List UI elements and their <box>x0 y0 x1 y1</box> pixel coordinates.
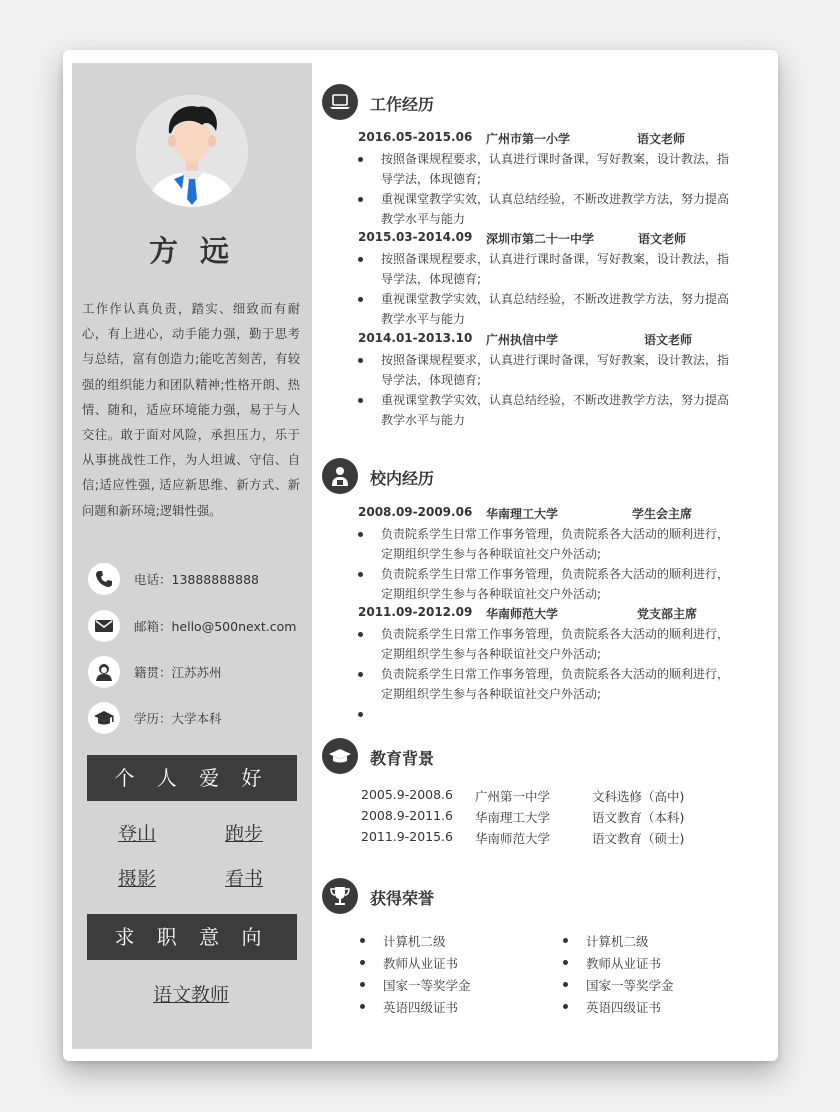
candidate-name: 方 远 <box>148 234 236 268</box>
hobby-item: 跑步 <box>225 823 264 845</box>
work-job-org: 深圳市第二十一中学 <box>486 232 595 246</box>
bullet-text: 负责院系学生日常工作事务管理，负责院系各大活动的顺利进行，定期组织学生参与各种联谊社交户外活动; <box>381 527 730 561</box>
hobby-item: 登山 <box>118 823 157 845</box>
bullet-text: 按照备课规程要求，认真进行课时备课，写好教案，设计教法，指导学法，体现德育; <box>381 152 730 186</box>
bullet-dot <box>358 297 363 302</box>
honor-text: 国家一等奖学金 <box>586 978 674 993</box>
honor-text: 计算机二级 <box>586 934 649 949</box>
campus-item-bullet <box>358 664 738 704</box>
campus-item-bullet <box>358 524 738 564</box>
bullet-dot <box>358 712 363 717</box>
laptop-icon <box>322 84 358 120</box>
bullet-dot <box>358 197 363 202</box>
work-job-period: 2014.01-2013.10 <box>358 331 473 345</box>
trophy-icon <box>322 878 358 914</box>
campus-item-period: 2011.09-2012.09 <box>358 605 473 619</box>
bullet-text: 重视课堂教学实效，认真总结经验，不断改进教学方法，努力提高教学水平与能力 <box>381 292 730 326</box>
work-job-period: 2015.03-2014.09 <box>358 230 473 244</box>
honor-text: 英语四级证书 <box>586 1000 662 1015</box>
campus-item-org: 华南师范大学 <box>486 607 559 621</box>
work-job-bullet <box>358 350 738 390</box>
bullet-text: 负责院系学生日常工作事务管理，负责院系各大活动的顺利进行，定期组织学生参与各种联谊社交户外活动; <box>381 667 730 701</box>
bullet-dot <box>360 982 365 987</box>
bullet-dot <box>360 960 365 965</box>
honor-text: 教师从业证书 <box>586 956 662 971</box>
avatar <box>136 95 248 207</box>
honor-text: 教师从业证书 <box>383 956 459 971</box>
work-job-role: 语文老师 <box>637 132 686 146</box>
education-major: 语文教育（硕士) <box>592 831 685 846</box>
bullet-text: 负责院系学生日常工作事务管理，负责院系各大活动的顺利进行，定期组织学生参与各种联谊社交户外活动; <box>381 567 730 601</box>
bullet-dot <box>358 672 363 677</box>
campus-item-period: 2008.09-2009.06 <box>358 505 473 519</box>
bullet-dot <box>358 157 363 162</box>
bullet-dot <box>358 257 363 262</box>
contact-email-text: 邮箱：hello@500next.com <box>134 619 297 634</box>
avatar-illustration <box>136 95 248 207</box>
work-job-role: 语文老师 <box>644 333 693 347</box>
education-school: 华南理工大学 <box>475 810 551 825</box>
bullet-text: 重视课堂教学实效，认真总结经验，不断改进教学方法，努力提高教学水平与能力 <box>381 192 730 226</box>
education-section-title: 教育背景 <box>370 749 435 768</box>
mail-icon <box>88 610 120 642</box>
contact-hometown <box>88 656 308 688</box>
resume-page <box>63 50 778 1061</box>
bullet-dot <box>358 532 363 537</box>
empty-bullet <box>358 704 738 724</box>
graduation-cap-icon <box>88 702 120 734</box>
contact-phone <box>88 563 308 595</box>
bullet-dot <box>360 1004 365 1009</box>
work-job-org: 广州执信中学 <box>486 333 559 347</box>
person-icon <box>88 656 120 688</box>
contact-hometown-text: 籍贯：江苏苏州 <box>134 665 222 680</box>
phone-icon <box>88 563 120 595</box>
hobby-item: 摄影 <box>118 868 157 890</box>
student-icon <box>322 458 358 494</box>
education-school: 华南师范大学 <box>475 831 551 846</box>
bullet-dot <box>563 1004 568 1009</box>
education-major: 文科选修（高中) <box>592 789 685 804</box>
graduation-cap-icon <box>322 738 358 774</box>
honor-text: 英语四级证书 <box>383 1000 459 1015</box>
work-job-bullet <box>358 390 738 430</box>
work-job-org: 广州市第一小学 <box>486 132 571 146</box>
bullet-dot <box>358 572 363 577</box>
education-period: 2005.9-2008.6 <box>361 787 453 802</box>
honor-text: 计算机二级 <box>383 934 446 949</box>
campus-item-org: 华南理工大学 <box>486 507 559 521</box>
bullet-dot <box>563 960 568 965</box>
hobbies-heading: 个 人 爱 好 <box>87 755 297 801</box>
campus-item-role: 党支部主席 <box>637 607 698 621</box>
sidebar <box>72 63 312 1049</box>
bullet-text: 重视课堂教学实效，认真总结经验，不断改进教学方法，努力提高教学水平与能力 <box>381 393 730 427</box>
bullet-text: 负责院系学生日常工作事务管理，负责院系各大活动的顺利进行，定期组织学生参与各种联谊社交户外活动; <box>381 627 730 661</box>
bullet-text: 按照备课规程要求，认真进行课时备课，写好教案，设计教法，指导学法，体现德育; <box>381 353 730 387</box>
objective-heading: 求 职 意 向 <box>87 914 297 960</box>
honor-text: 国家一等奖学金 <box>383 978 471 993</box>
objective-value: 语文教师 <box>153 984 230 1006</box>
contact-education <box>88 702 308 734</box>
hobby-item: 看书 <box>225 868 264 890</box>
bullet-dot <box>358 398 363 403</box>
campus-item-bullet <box>358 624 738 664</box>
bullet-dot <box>358 632 363 637</box>
work-job-bullet <box>358 249 738 289</box>
work-job-bullet <box>358 289 738 329</box>
bullet-dot <box>360 938 365 943</box>
self-introduction: 工作作认真负责，踏实、细致而有耐心，有上进心，动手能力强，勤于思考与总结，富有创造力;能吃苦刻苦，有较强的组织能力和团队精神;性格开朗、热情、随和，适应环境能力强，易于与人交往。敢于面对风险，承担压力，乐于从事挑战性工作，为人坦诚、守信、自信;适应性强, 适应新思维、新方式、新问题和新环境;逻辑性强。 <box>82 302 300 518</box>
campus-item-bullet <box>358 564 738 604</box>
education-period: 2011.9-2015.6 <box>361 829 453 844</box>
contact-phone-text: 电话：13888888888 <box>134 572 259 587</box>
work-job-period: 2016.05-2015.06 <box>358 130 473 144</box>
bullet-dot <box>563 982 568 987</box>
education-period: 2008.9-2011.6 <box>361 808 453 823</box>
campus-item-role: 学生会主席 <box>632 507 693 521</box>
bullet-text: 按照备课规程要求，认真进行课时备课，写好教案，设计教法，指导学法，体现德育; <box>381 252 730 286</box>
work-job-bullet <box>358 189 738 229</box>
campus-section-title: 校内经历 <box>370 469 435 488</box>
contact-education-text: 学历：大学本科 <box>134 711 222 726</box>
education-school: 广州第一中学 <box>475 789 551 804</box>
work-section-title: 工作经历 <box>370 95 435 114</box>
education-major: 语文教育（本科) <box>592 810 685 825</box>
bullet-dot <box>358 358 363 363</box>
work-job-bullet <box>358 149 738 189</box>
bullet-dot <box>563 938 568 943</box>
work-job-role: 语文老师 <box>638 232 687 246</box>
honors-section-title: 获得荣誉 <box>370 889 435 908</box>
contact-email <box>88 610 308 642</box>
